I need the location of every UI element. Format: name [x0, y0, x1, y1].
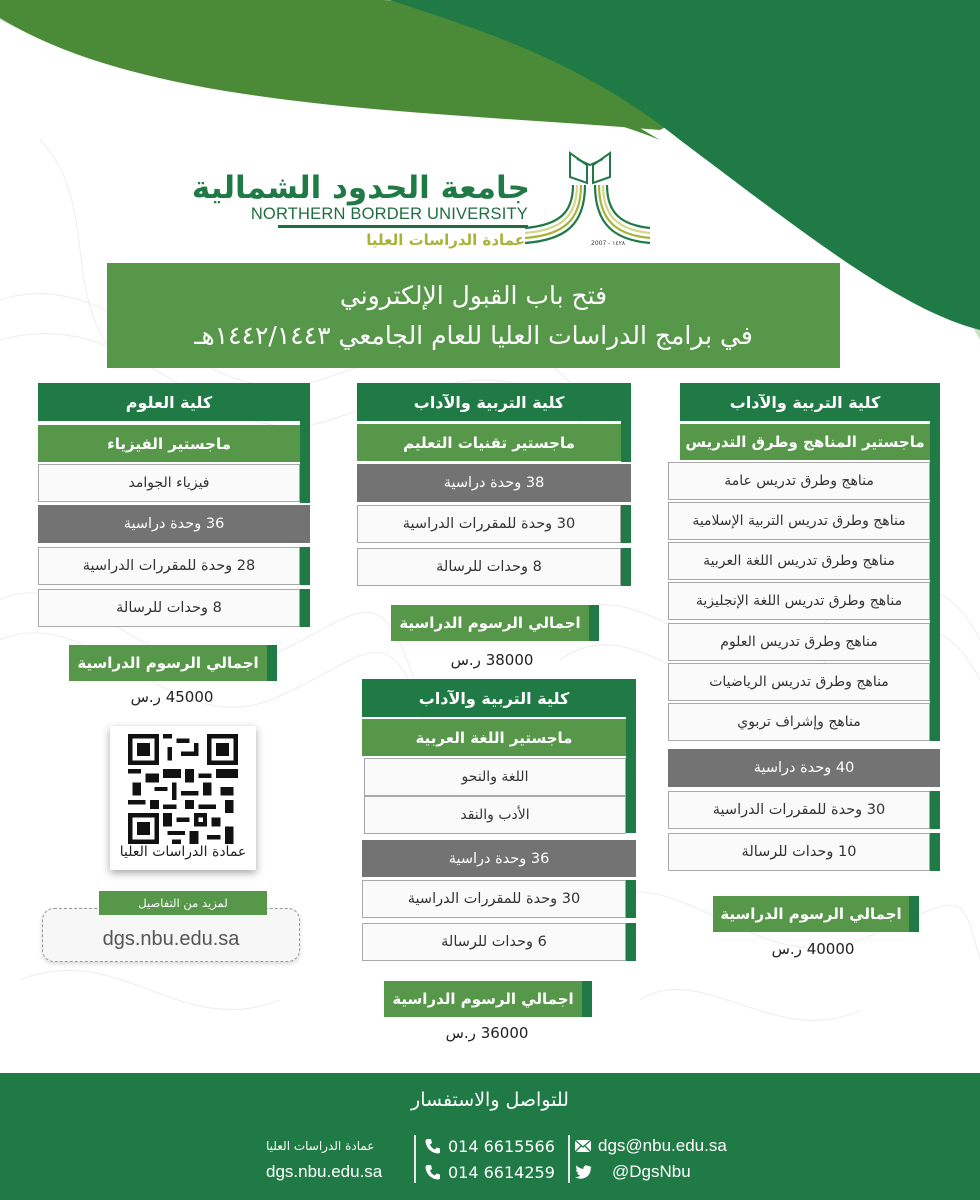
specialization-item: مناهج وطرق تدريس التربية الإسلامية — [668, 502, 930, 540]
thesis-units: 6 وحدات للرسالة — [362, 923, 626, 961]
college-header: كلية العلوم — [38, 383, 300, 421]
accent-bar — [621, 383, 631, 462]
phone-1-number: 014 6615566 — [448, 1136, 555, 1156]
accent-bar — [621, 505, 631, 543]
fees-label: اجمالي الرسوم الدراسية — [391, 605, 599, 641]
accent-bar — [930, 791, 940, 829]
accent-bar — [626, 880, 636, 918]
accent-bar — [930, 383, 940, 741]
specialization-item: مناهج وطرق تدريس الرياضيات — [668, 663, 930, 701]
footer-social-block — [574, 1133, 754, 1185]
footer-deanship-block — [266, 1133, 396, 1185]
phone-icon — [424, 1164, 442, 1180]
deanship-name: عمادة الدراسات العليا — [366, 231, 525, 249]
envelope-icon — [574, 1138, 592, 1154]
fees-label: اجمالي الرسوم الدراسية — [69, 645, 277, 681]
twitter-handle: @DgsNbu — [612, 1162, 691, 1181]
college-header: كلية التربية والآداب — [362, 679, 626, 717]
footer-website[interactable]: dgs.nbu.edu.sa — [266, 1162, 383, 1181]
university-emblem-icon — [525, 145, 655, 255]
program-card-curricula — [678, 383, 940, 973]
accent-bar — [930, 833, 940, 871]
program-header: ماجستير اللغة العربية — [362, 719, 626, 756]
more-details-label: لمزيد من التفاصيل — [99, 891, 267, 915]
course-units: 28 وحدة للمقررات الدراسية — [38, 547, 300, 585]
footer-divider — [414, 1135, 416, 1183]
fees-value: 38000 ر.س — [450, 651, 534, 669]
university-logo — [191, 145, 670, 255]
accent-bar — [300, 589, 310, 627]
fees-value: 40000 ر.س — [771, 940, 855, 958]
fees-value: 45000 ر.س — [130, 688, 214, 706]
qr-code-icon — [128, 734, 238, 844]
twitter-link[interactable] — [574, 1159, 754, 1185]
banner-title: فتح باب القبول الإلكتروني — [339, 280, 608, 310]
specialization-item: الأدب والنقد — [364, 796, 626, 834]
specialization-item: مناهج وطرق تدريس العلوم — [668, 623, 930, 661]
thesis-units: 8 وحدات للرسالة — [38, 589, 300, 627]
fees-label: اجمالي الرسوم الدراسية — [384, 981, 592, 1017]
footer-title: للتواصل والاستفسار — [411, 1089, 569, 1111]
fees-value: 36000 ر.س — [445, 1024, 529, 1042]
accent-bar — [621, 548, 631, 586]
fees-label: اجمالي الرسوم الدراسية — [713, 896, 919, 932]
total-units-band: 40 وحدة دراسية — [668, 749, 940, 787]
footer-divider — [568, 1135, 570, 1183]
footer-phones-block — [424, 1133, 564, 1185]
college-header: كلية التربية والآداب — [357, 383, 621, 421]
program-card-arabic — [362, 679, 636, 1049]
program-header: ماجستير الفيزياء — [38, 425, 300, 462]
website-url[interactable]: dgs.nbu.edu.sa — [102, 927, 240, 950]
specialization-item: مناهج وإشراف تربوي — [668, 703, 930, 741]
total-units-band: 36 وحدة دراسية — [362, 840, 636, 877]
specialization-item: مناهج وطرق تدريس عامة — [668, 462, 930, 500]
specialization-item: مناهج وطرق تدريس اللغة الإنجليزية — [668, 582, 930, 620]
program-card-physics — [37, 383, 310, 713]
email-link[interactable] — [574, 1133, 754, 1159]
total-units-band: 36 وحدة دراسية — [38, 505, 310, 543]
specialization-item: فيزياء الجوامد — [38, 464, 300, 502]
total-units-band: 38 وحدة دراسية — [357, 464, 631, 502]
university-name-english: NORTHERN BORDER UNIVERSITY — [250, 205, 528, 223]
qr-caption: عمادة الدراسات العليا — [119, 844, 247, 860]
phone-2-number: 014 6614259 — [448, 1162, 555, 1182]
course-units: 30 وحدة للمقررات الدراسية — [362, 880, 626, 918]
accent-bar — [626, 679, 636, 833]
program-header: ماجستير تقنيات التعليم — [357, 424, 621, 461]
twitter-icon — [574, 1164, 592, 1180]
website-link-box[interactable] — [42, 908, 300, 962]
logo-underline — [278, 225, 528, 228]
contact-footer — [0, 1073, 980, 1200]
course-units: 30 وحدة للمقررات الدراسية — [668, 791, 930, 829]
phone-1[interactable] — [424, 1133, 564, 1159]
accent-bar — [300, 383, 310, 503]
banner-subtitle: في برامج الدراسات العليا للعام الجامعي ١٤٤٢/١٤٤٣هـ — [194, 320, 753, 350]
thesis-units: 8 وحدات للرسالة — [357, 548, 621, 586]
email-address: dgs@nbu.edu.sa — [598, 1136, 727, 1155]
admission-banner — [107, 263, 840, 368]
specialization-item: مناهج وطرق تدريس اللغة العربية — [668, 542, 930, 580]
specialization-item: اللغة والنحو — [364, 758, 626, 796]
college-header: كلية التربية والآداب — [680, 383, 930, 421]
phone-icon — [424, 1138, 442, 1154]
svg-text:2007 - ١٤٢٨: 2007 - ١٤٢٨ — [591, 240, 626, 247]
program-header: ماجستير المناهج وطرق التدريس — [680, 424, 930, 460]
program-card-edtech — [357, 383, 631, 673]
university-name-arabic: جامعة الحدود الشمالية — [191, 170, 530, 206]
footer-deanship: عمادة الدراسات العليا — [266, 1139, 375, 1153]
phone-2[interactable] — [424, 1159, 564, 1185]
course-units: 30 وحدة للمقررات الدراسية — [357, 505, 621, 543]
thesis-units: 10 وحدات للرسالة — [668, 833, 930, 871]
accent-bar — [626, 923, 636, 961]
qr-code-card[interactable] — [110, 726, 256, 870]
accent-bar — [300, 547, 310, 585]
